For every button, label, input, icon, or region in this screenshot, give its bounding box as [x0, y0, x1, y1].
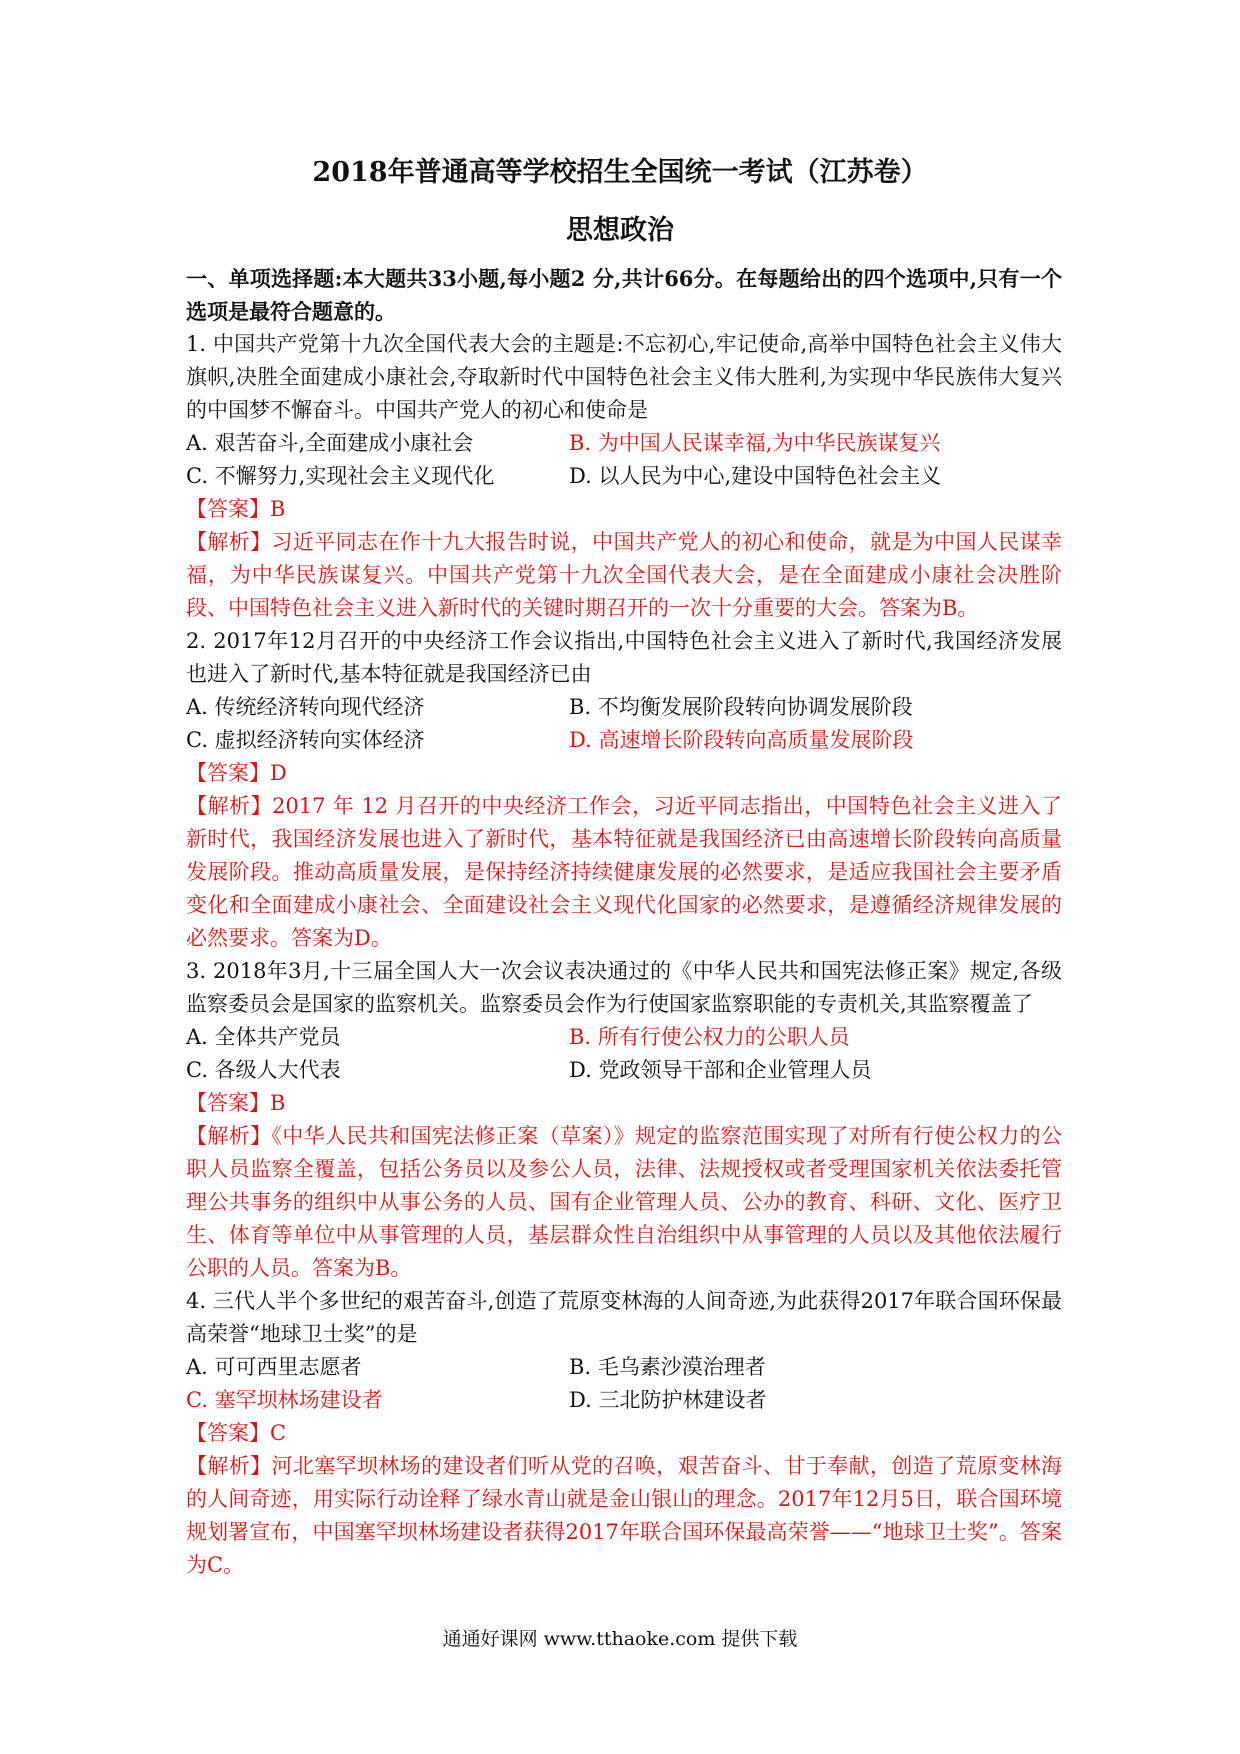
- option-d: D. 高速增长阶段转向高质量发展阶段: [569, 728, 914, 752]
- page-footer: 通通好课网 www.tthaoke.com 提供下载: [442, 1628, 798, 1650]
- question-4: [186, 1285, 1062, 1582]
- question-3: [186, 955, 1062, 1285]
- option-b: B. 不均衡发展阶段转向协调发展阶段: [569, 695, 913, 719]
- subject-title: 思想政治: [566, 215, 674, 246]
- option-d: D. 以人民为中心,建设中国特色社会主义: [569, 464, 942, 488]
- question-2: [186, 625, 1062, 955]
- option-a: A. 可可西里志愿者: [186, 1355, 362, 1379]
- answer: 【答案】D: [186, 761, 287, 785]
- option-d: D. 党政领导干部和企业管理人员: [569, 1058, 872, 1082]
- options: [186, 691, 1062, 757]
- option-c: C. 各级人大代表: [186, 1058, 341, 1082]
- option-a: A. 全体共产党员: [186, 1025, 341, 1049]
- option-a: A. 传统经济转向现代经济: [186, 695, 425, 719]
- analysis: 【解析】习近平同志在作十九大报告时说，中国共产党人的初心和使命，就是为中国人民谋幸福，为中华民族谋复兴。中国共产党第十九次全国代表大会，是在全面建成小康社会决胜阶段、中国特色社会主义进入新时代的关键时期召开的一次十分重要的大会。答案为B。: [186, 530, 1062, 620]
- option-a: A. 艰苦奋斗,全面建成小康社会: [186, 431, 474, 455]
- option-c: C. 不懈努力,实现社会主义现代化: [186, 464, 495, 488]
- question-stem: 2. 2017年12月召开的中央经济工作会议指出,中国特色社会主义进入了新时代,我国经济发展也进入了新时代,基本特征就是我国经济已由: [186, 629, 1062, 686]
- option-b: B. 为中国人民谋幸福,为中华民族谋复兴: [569, 431, 941, 455]
- analysis: 【解析】河北塞罕坝林场的建设者们听从党的召唤，艰苦奋斗、甘于奉献，创造了荒原变林海的人间奇迹，用实际行动诠释了绿水青山就是金山银山的理念。2017年12月5日，联合国环境规划署宣布，中国塞罕坝林场建设者获得2017年联合国环保最高荣誉——“地球卫士奖”。答案为C。: [186, 1454, 1062, 1577]
- answer: 【答案】B: [186, 497, 286, 521]
- options: [186, 1351, 1062, 1417]
- option-c: C. 塞罕坝林场建设者: [186, 1388, 383, 1412]
- option-b: B. 所有行使公权力的公职人员: [569, 1025, 850, 1049]
- options: [186, 427, 1062, 493]
- answer: 【答案】C: [186, 1421, 287, 1445]
- option-d: D. 三北防护林建设者: [569, 1388, 767, 1412]
- option-b: B. 毛乌素沙漠治理者: [569, 1355, 766, 1379]
- options: [186, 1021, 1062, 1087]
- exam-content: [186, 262, 1062, 1582]
- answer: 【答案】B: [186, 1091, 286, 1115]
- analysis: 【解析】2017 年 12 月召开的中央经济工作会，习近平同志指出，中国特色社会主义进入了新时代，我国经济发展也进入了新时代，基本特征就是我国经济已由高速增长阶段转向高质量发展阶段。推动高质量发展，是保持经济持续健康发展的必然要求，是适应我国社会主要矛盾变化和全面建成小康社会、全面建设社会主义现代化国家的必然要求，是遵循经济规律发展的必然要求。答案为D。: [186, 794, 1062, 950]
- question-stem: 3. 2018年3月,十三届全国人大一次会议表决通过的《中华人民共和国宪法修正案》规定,各级监察委员会是国家的监察机关。监察委员会作为行使国家监察职能的专责机关,其监察覆盖了: [186, 959, 1062, 1016]
- exam-title: 2018年普通高等学校招生全国统一考试（江苏卷）: [312, 157, 928, 188]
- question-stem: 4. 三代人半个多世纪的艰苦奋斗,创造了荒原变林海的人间奇迹,为此获得2017年联合国环保最高荣誉“地球卫士奖”的是: [186, 1289, 1062, 1346]
- option-c: C. 虚拟经济转向实体经济: [186, 728, 425, 752]
- analysis: 【解析】《中华人民共和国宪法修正案（草案）》规定的监察范围实现了对所有行使公权力的公职人员监察全覆盖，包括公务员以及参公人员，法律、法规授权或者受理国家机关依法委托管理公共事务的组织中从事公务的人员、国有企业管理人员、公办的教育、科研、文化、医疗卫生、体育等单位中从事管理的人员，基层群众性自治组织中从事管理的人员以及其他依法履行公职的人员。答案为B。: [186, 1124, 1062, 1280]
- section-heading: 一、单项选择题:本大题共33小题,每小题2 分,共计66分。在每题给出的四个选项中,只有一个选项是最符合题意的。: [186, 266, 1062, 324]
- question-1: [186, 328, 1062, 625]
- question-stem: 1. 中国共产党第十九次全国代表大会的主题是:不忘初心,牢记使命,高举中国特色社会主义伟大旗帜,决胜全面建成小康社会,夺取新时代中国特色社会主义伟大胜利,为实现中华民族伟大复兴的中国梦不懈奋斗。中国共产党人的初心和使命是: [186, 332, 1062, 422]
